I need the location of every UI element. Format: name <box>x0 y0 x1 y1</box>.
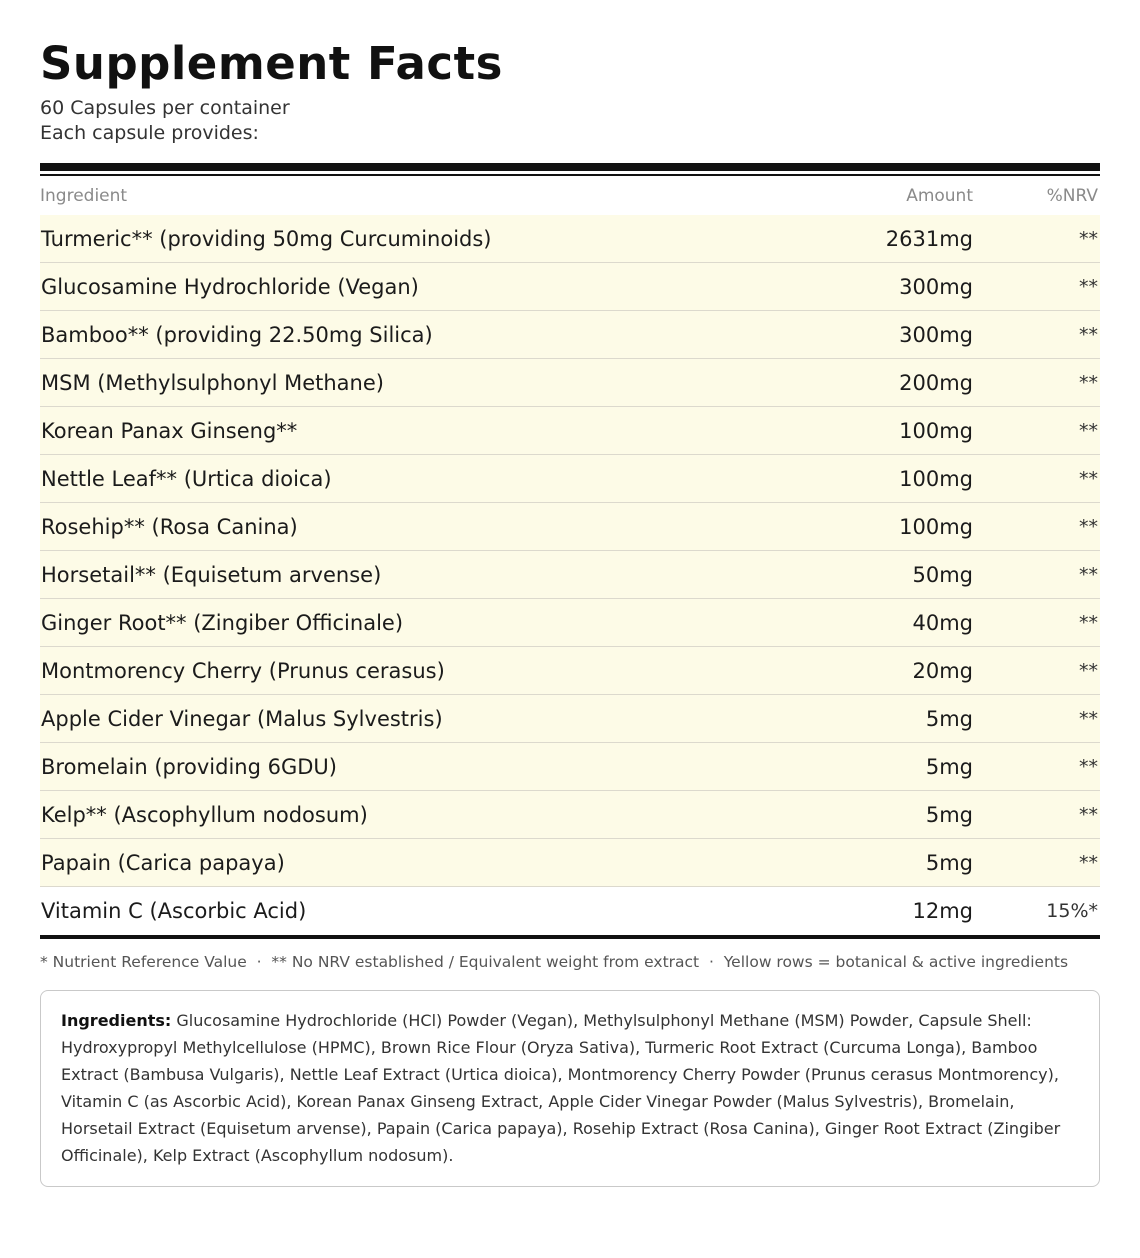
ingredient-amount: 100mg <box>899 466 973 491</box>
ingredient-nrv: ** <box>1079 563 1098 586</box>
table-row <box>40 263 1100 311</box>
ingredient-name: Vitamin C (Ascorbic Acid) <box>41 899 307 924</box>
ingredient-name: Korean Panax Ginseng** <box>41 418 298 443</box>
table-row <box>40 503 1100 551</box>
ingredient-name: Nettle Leaf** (Urtica dioica) <box>41 466 332 491</box>
table-row <box>40 743 1100 791</box>
ingredient-name: Turmeric** (providing 50mg Curcuminoids) <box>41 226 492 251</box>
ingredient-amount: 200mg <box>899 370 973 395</box>
ingredient-amount: 5mg <box>925 850 973 875</box>
ingredient-amount: 40mg <box>912 610 973 635</box>
header-amount: Amount <box>906 185 973 206</box>
ingredient-nrv: ** <box>1079 611 1098 634</box>
page-title: Supplement Facts <box>40 37 503 90</box>
table-row <box>40 695 1100 743</box>
table-row <box>40 791 1100 839</box>
ingredient-nrv: ** <box>1079 803 1098 826</box>
ingredient-nrv: ** <box>1079 659 1098 682</box>
ingredients-label: Ingredients: <box>61 1011 172 1031</box>
ingredients-text: Glucosamine Hydrochloride (HCl) Powder (Vegan), Methylsulphonyl Methane (MSM) Powder, Capsule Shell: Hydroxypropyl Methylcellulose (HPMC), Brown Rice Flour (Oryza Sativa), Turmeric Root Extract (Curcuma Longa), Bamboo Extract (Bambusa Vulgaris), Nettle Leaf Extract (Urtica dioica), Montmorency Cherry Powder (Prunus cerasus Montmorency), Vitamin C (as Ascorbic Acid), Korean Panax Ginseng Extract, Apple Cider Vinegar Powder (Malus Sylvestris), Bromelain, Horsetail Extract (Equisetum arvense), Papain (Carica papaya), Rosehip Extract (Rosa Canina), Ginger Root Extract (Zingiber Officinale), Kelp Extract (Ascophyllum nodosum). <box>61 1011 1061 1166</box>
ingredient-amount: 100mg <box>899 418 973 443</box>
ingredient-nrv: 15%* <box>1046 900 1098 923</box>
header-nrv: %NRV <box>1046 185 1098 206</box>
ingredient-name: Rosehip** (Rosa Canina) <box>41 514 298 539</box>
table-row <box>40 455 1100 503</box>
ingredient-amount: 2631mg <box>885 226 973 251</box>
ingredient-nrv: ** <box>1079 227 1098 250</box>
ingredient-name: Horsetail** (Equisetum arvense) <box>41 562 382 587</box>
table-header-row <box>40 176 1100 215</box>
ingredient-amount: 50mg <box>912 562 973 587</box>
supplement-table <box>40 176 1100 939</box>
table-row <box>40 887 1100 935</box>
table-row <box>40 647 1100 695</box>
table-row <box>40 311 1100 359</box>
table-body <box>40 215 1100 939</box>
table-row <box>40 215 1100 263</box>
header-ingredient: Ingredient <box>40 185 128 206</box>
ingredient-nrv: ** <box>1079 371 1098 394</box>
ingredient-name: Bromelain (providing 6GDU) <box>41 754 337 779</box>
ingredient-amount: 300mg <box>899 322 973 347</box>
ingredient-name: Ginger Root** (Zingiber Officinale) <box>41 610 404 635</box>
ingredient-nrv: ** <box>1079 851 1098 874</box>
subtitle-block <box>40 96 1100 146</box>
ingredient-name: Apple Cider Vinegar (Malus Sylvestris) <box>41 706 443 731</box>
each-capsule-provides-text: Each capsule provides: <box>40 122 259 145</box>
footnote-text: * Nutrient Reference Value · ** No NRV established / Equivalent weight from extract · Yellow rows = botanical & active ingredients <box>40 953 1069 972</box>
divider-thick-bar <box>40 163 1100 171</box>
table-row <box>40 551 1100 599</box>
ingredient-nrv: ** <box>1079 515 1098 538</box>
ingredient-name: Papain (Carica papaya) <box>41 850 285 875</box>
ingredient-amount: 300mg <box>899 274 973 299</box>
ingredient-nrv: ** <box>1079 755 1098 778</box>
table-row <box>40 359 1100 407</box>
ingredient-amount: 5mg <box>925 706 973 731</box>
ingredient-name: Kelp** (Ascophyllum nodosum) <box>41 802 368 827</box>
ingredient-name: Montmorency Cherry (Prunus cerasus) <box>41 658 445 683</box>
ingredients-box <box>40 990 1100 1187</box>
ingredient-name: MSM (Methylsulphonyl Methane) <box>41 370 384 395</box>
table-row <box>40 599 1100 647</box>
ingredient-nrv: ** <box>1079 707 1098 730</box>
ingredient-nrv: ** <box>1079 275 1098 298</box>
ingredient-nrv: ** <box>1079 467 1098 490</box>
ingredient-amount: 20mg <box>912 658 973 683</box>
ingredient-amount: 5mg <box>925 802 973 827</box>
ingredient-nrv: ** <box>1079 419 1098 442</box>
table-row <box>40 839 1100 887</box>
ingredient-amount: 5mg <box>925 754 973 779</box>
ingredient-name: Glucosamine Hydrochloride (Vegan) <box>41 274 419 299</box>
ingredient-nrv: ** <box>1079 323 1098 346</box>
capsules-per-container-text: 60 Capsules per container <box>40 97 290 120</box>
ingredient-amount: 100mg <box>899 514 973 539</box>
ingredients-paragraph <box>61 1007 1079 1169</box>
table-row <box>40 407 1100 455</box>
supplement-facts-label <box>0 37 1140 1187</box>
ingredient-amount: 12mg <box>912 899 973 924</box>
ingredient-name: Bamboo** (providing 22.50mg Silica) <box>41 322 433 347</box>
